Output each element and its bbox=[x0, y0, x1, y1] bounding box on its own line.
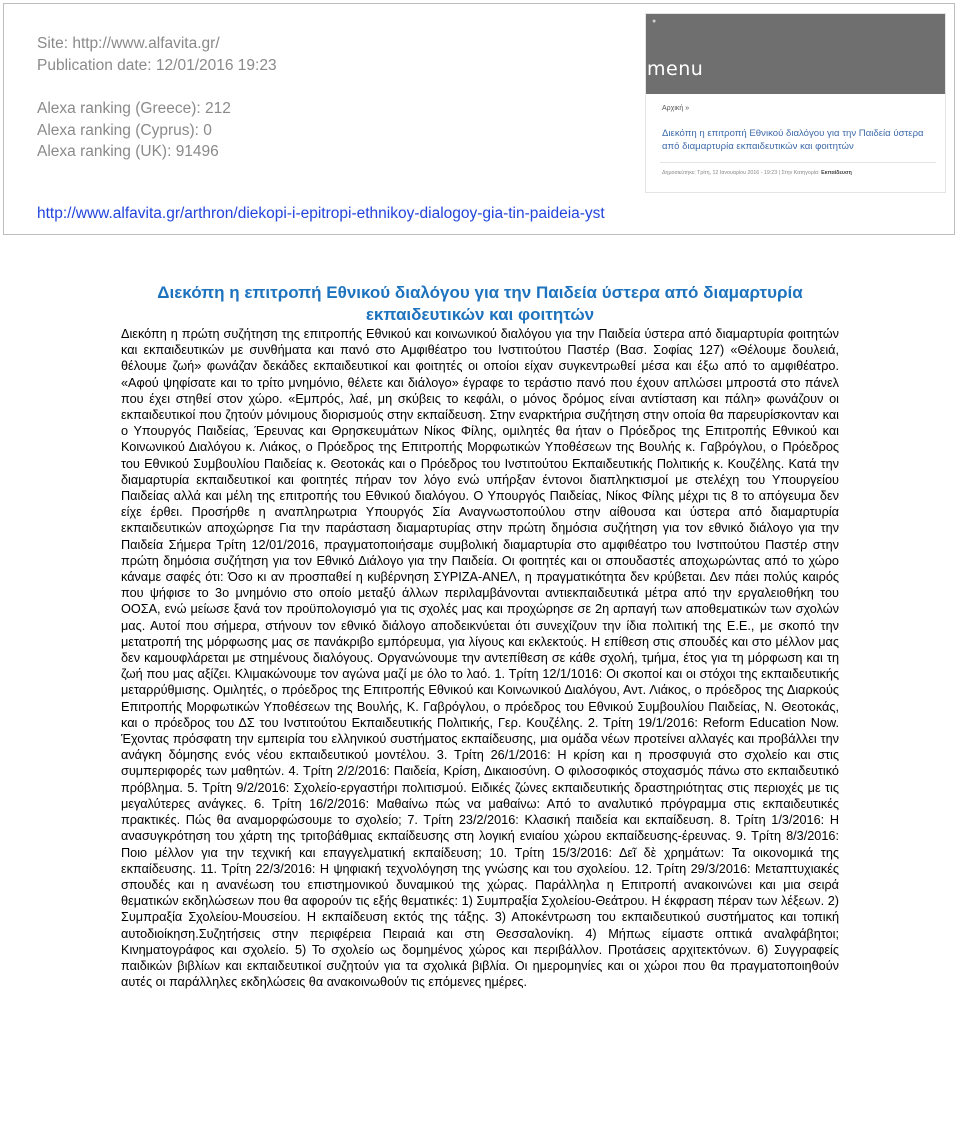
thumbnail-header bbox=[646, 14, 945, 94]
alexa-rankings bbox=[37, 98, 231, 163]
page-thumbnail bbox=[645, 13, 946, 193]
thumbnail-category: Εκπαίδευση bbox=[821, 170, 852, 176]
source-meta-top bbox=[37, 33, 277, 76]
article-title: Διεκόπη η επιτροπή Εθνικού διαλόγου για την Παιδεία ύστερα από διαμαρτυρία εκπαιδευτικών και φοιτητών bbox=[157, 283, 803, 324]
thumbnail-divider bbox=[660, 162, 936, 163]
article-body: Διεκόπη η πρώτη συζήτηση της επιτροπής Εθνικού και κοινωνικού διαλόγου για την Παιδεία ύστερα από διαμαρτυρία φοιτητών και εκπαιδευτικών με συνθήματα και πανό στο Αμφιθέατρο του Ινστιτούτου Παστέρ (Βασ. Σοφίας 127) «Θέλουμε δουλειά, θέλουμε ζωή» φωνάζαν δεκάδες εκπαιδευτικοί και φοιτητές οι οποίοι είχαν συγκεντρωθεί μέσα και έξω από το αμφιθέατρο. «Αφού ψηφίσατε και το τρίτο μνημόνιο, θέλετε και διάλογο» έγραφε το τεράστιο πανό που έχουν απλώσει μπροστά στο πάνελ που έχει στηθεί στον χώρο. «Εμπρός, λαέ, μη σκύβεις το κεφάλι, ο μόνος δρόμος είναι αντίσταση και πάλη» φωνάζουν οι εκπαιδευτικοί που ζητούν μόνιμους διορισμούς στην εκπαίδευση. Στην εναρκτήρια συζήτηση στην οποία θα παρευρίσκονταν και ο Υπουργός Παιδείας, Έρευνας και Θρησκευμάτων Νίκος Φίλης, ομιλητές θα ήταν ο Πρόεδρος της Επιτροπής Εθνικού και Κοινωνικού Διαλόγου κ. Λιάκος, ο Πρόεδρος της Επιτροπής Μορφωτικών Υποθέσεων της Βουλής κ. Γαβρόγλου, ο Πρόεδρος του Εθνικού Συμβουλίου Παιδείας κ. Θεοτοκάς και ο Πρόεδρος του Ινστιτούτου Εκπαιδευτικής Πολιτικής κ. Κουζέλης. Κατά την διαμαρτυρία εκπαιδευτικοί και φοιτητές πήραν τον λόγο ενώ υπήρξαν έντονοι διαπληκτισμοί με στελέχη του Υπουργείου Παιδείας αλλά και μέλη της επιτροπής του Εθνικού διαλόγου. Ο Υπουργός Παιδείας, Νίκος Φίλης μέχρι τις 8 το απόγευμα δεν είχε έρθει. Προσήρθε η αναπληρωτρια Υπουργός Σία Αναγνωστοπούλου στην αίθουσα και ύστερα από διαμαρτυρία εκπαιδευτικών αποχώρησε Για την παράσταση διαμαρτυρίας στην πρώτη δημόσια συζήτηση για τον εθνικό διάλογο για την Παιδεία Σήμερα Τρίτη 12/01/2016, πραγματοποιήσαμε συμβολική διαμαρτυρία στο αμφιθέατρο του Ινστιτούτου Παστέρ στην πρώτη δημόσια συζήτηση για τον Εθνικό Διάλογο για την Παιδεία. Οι φοιτητές και οι σπουδαστές αποχωρώντας από το χώρο κάναμε σαφές ότι: Όσο κι αν προσπαθεί η κυβέρνηση ΣΥΡΙΖΑ-ΑΝΕΛ, η πραγματικότητα δεν κρύβεται. Δεν πάει πολύς καιρός που ψήφισε το 3ο μνημόνιο στο οποίο μεταξύ άλλων περιλαμβάνονται αντιεκπαιδευτικά μέτρα από την εργαλειοθήκη του ΟΟΣΑ, ενώ μείωσε ξανά τον προϋπολογισμό για τις σχολές μας και προχώρησε σε 2η αρπαγή των αποθεματικών των σχολών μας. Αυτοί που σήμερα, στήνουν τον εθνικό διάλογο αποδεικνύεται ότι συνεχίζουν την ίδια πολιτική της Ε.Ε., με σκοπό την μετατροπή της μόρφωσης μας σε πανάκριβο εμπόρευμα, για λίγους και εκλεκτούς. Η επίθεση στις σπουδές και στο μέλλον μας δεν καμουφλάρεται με στημένους διαλόγους. Οργανώνουμε την αντεπίθεση σε κάθε σχολή, τμήμα, έτος για τη μόρφωση και τη ζωή που μας αξίζει. Κλιμακώνουμε τον αγώνα μαζί με όλο το λαό. 1. Τρίτη 12/1/1016: Οι σκοποί και οι στόχοι της εκπαιδευτικής μεταρρύθμισης. Ομιλητές, ο πρόεδρος της Επιτροπής Εθνικού και Κοινωνικού Διαλόγου, Αντ. Λιάκος, ο πρόεδρος της Διαρκούς Επιτροπής Μορφωτικών Υποθέσεων της Βουλής, Κ. Γαβρόγλου, ο πρόεδρος του Εθνικού Συμβουλίου Παιδείας, Ν. Θεοτοκάς, και ο πρόεδρος του ΔΣ του Ινστιτούτου Εκπαιδευτικής Πολιτικής, Γερ. Κουζέλης. 2. Τρίτη 19/1/2016: Reform Education Now. Έχοντας πρόσφατη την εμπειρία του ελληνικού συστήματος εκπαίδευσης, μια ομάδα νέων προτείνει αλλαγές και προβάλλει την ανάγκη δόμησης ενός νέου εκπαιδευτικού μοντέλου. 3. Τρίτη 26/1/2016: Η κρίση και η προσφυγιά στο σχολείο και στις συμπεριφορές των μαθητών. 4. Τρίτη 2/2/2016: Παιδεία, Κρίση, Δικαιοσύνη. Ο φιλοσοφικός στοχασμός πάνω στο εκπαιδευτικό πρόβλημα. 5. Τρίτη 9/2/2016: Σχολείο-εργαστήρι πολιτισμού. Ειδικές ζώνες εκπαιδευτικής δραστηριότητας στις περιοχές με τις μεγαλύτερες ανάγκες. 6. Τρίτη 16/2/2016: Μαθαίνω πώς να μαθαίνω: Από το αναλυτικό πρόγραμμα στις εκπαιδευτικές πρακτικές. Πώς θα αναμορφώσουμε το σχολείο; 7. Τρίτη 23/2/2016: Κλασική παιδεία και εκπαίδευση. 8. Τρίτη 1/3/2016: Η ανασυγκρότηση του χάρτη της τριτοβάθμιας εκπαίδευσης στη λογική ενιαίου χώρου εκπαίδευσης-έρευνας. 9. Τρίτη 8/3/2016: Ποιο μέλλον για την τεχνική και επαγγελματική εκπαίδευση; 10. Τρίτη 15/3/2016: Δεῖ δὲ χρημάτων: Τα οικονομικά της εκπαίδευσης. 11. Τρίτη 22/3/2016: Η ψηφιακή τεχνολόγηση της γνώσης και του σχολείου. 12. Τρίτη 29/3/2016: Μεταπτυχιακές σπουδές και η ανανέωση του επιστημονικού δυναμικού της χώρας. Παράλληλα η Επιτροπή ανακοινώνει και μια σειρά θεματικών εκδηλώσεων που θα αφορούν τις εξής θεματικές: 1) Συμπραξία Σχολείου-Θεάτρου. Η έκφραση πέραν των λέξεων. 2) Συμπραξία Σχολείου-Μουσείου. Η εκπαίδευση εκτός της τάξης. 3) Αποκέντρωση του εκπαιδευτικού συστήματος και τοπική αυτοδιοίκηση.Συζητήσεις στην περιφέρεια Πειραιά και στη Θεσσαλονίκη. 4) Μήπως είμαστε οπτικά αναλφάβητοι; Κινηματογράφος και σχολείο. 5) Το σχολείο ως δομημένος χώρος και περιβάλλον. Προτάσεις αρχιτεκτόνων. 6) Συγγραφείς παιδικών βιβλίων και εκπαιδευτικοί συζητούν για τα σχολικά βιβλία. Οι ημερομηνίες και οι χώροι που θα πραγματοποιηθούν αυτές οι παράλληλες εκδηλώσεις θα ανακοινωθούν τις επόμενες ημέρες. bbox=[121, 327, 839, 990]
thumbnail-dot-icon: ● bbox=[652, 18, 657, 25]
thumbnail-date-line bbox=[662, 170, 852, 176]
alexa-greece-line: Alexa ranking (Greece): 212 bbox=[37, 100, 231, 117]
thumbnail-breadcrumb: Αρχική » bbox=[662, 105, 690, 112]
publication-date-line: Publication date: 12/01/2016 19:23 bbox=[37, 56, 277, 74]
thumbnail-title: Διεκόπη η επιτροπή Εθνικού διαλόγου για την Παιδεία ύστερα από διαμαρτυρία εκπαιδευτικών και φοιτητών bbox=[662, 128, 924, 152]
thumbnail-date-text: Δημοσιεύτηκε: Τρίτη, 12 Ιανουαρίου 2016 - 19:23 | Στην Κατηγορία: bbox=[662, 170, 820, 176]
alexa-uk-line: Alexa ranking (UK): 91496 bbox=[37, 143, 219, 161]
thumbnail-menu-label: menu bbox=[647, 58, 704, 80]
site-line: Site: http://www.alfavita.gr/ bbox=[37, 35, 220, 52]
source-info-box bbox=[3, 3, 955, 235]
article-url-link[interactable]: http://www.alfavita.gr/arthron/diekopi-i-epitropi-ethnikoy-dialogoy-gia-tin-paideia-yst bbox=[37, 205, 605, 222]
alexa-cyprus-line: Alexa ranking (Cyprus): 0 bbox=[37, 121, 212, 139]
